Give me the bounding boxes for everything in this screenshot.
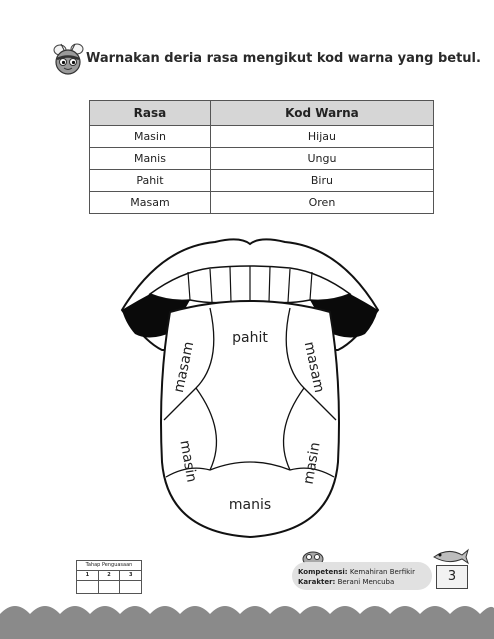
mastery-level-cell: 2 — [99, 571, 121, 580]
kompetensi-line — [298, 568, 415, 576]
taste-cell: Masin — [90, 126, 211, 148]
column-header-rasa: Rasa — [90, 101, 211, 126]
kompetensi-label: Kompetensi: — [298, 568, 348, 576]
mastery-checkbox[interactable] — [120, 581, 141, 593]
mastery-checkbox[interactable] — [77, 581, 99, 593]
bee-mascot-icon — [50, 40, 88, 78]
tongue-diagram — [110, 232, 390, 547]
table-row — [90, 126, 434, 148]
mastery-level-cell: 3 — [128, 572, 133, 578]
mastery-title: Tahap Penguasaan — [77, 561, 141, 571]
mastery-level-cell: 1 — [77, 571, 99, 580]
instruction-header — [50, 40, 481, 80]
mastery-level-box — [76, 560, 142, 594]
column-header-kod-warna: Kod Warna — [210, 101, 433, 126]
competency-badge — [292, 562, 432, 590]
fish-icon — [430, 547, 470, 565]
taste-cell: Masam — [90, 192, 211, 214]
mastery-checkbox-row — [77, 581, 141, 593]
label-lower-left-masin: masin — [176, 439, 200, 484]
table-row — [90, 170, 434, 192]
taste-cell: Manis — [90, 148, 211, 170]
karakter-label: Karakter: — [298, 578, 336, 586]
table-row — [90, 148, 434, 170]
table-row — [90, 192, 434, 214]
color-cell: Oren — [210, 192, 433, 214]
page-number: 3 — [436, 565, 468, 589]
label-upper-left-masam: masam — [170, 340, 198, 395]
mastery-levels-row — [77, 571, 141, 581]
mastery-checkbox[interactable] — [99, 581, 121, 593]
karakter-value: Berani Mencuba — [337, 578, 395, 586]
kompetensi-value: Kemahiran Berfikir — [349, 568, 415, 576]
label-lower-right-masin: masin — [300, 441, 324, 486]
label-upper-right-masam: masam — [300, 340, 328, 395]
color-cell: Hijau — [210, 126, 433, 148]
label-bottom-manis: manis — [228, 497, 272, 513]
color-cell: Biru — [210, 170, 433, 192]
color-cell: Ungu — [210, 148, 433, 170]
taste-cell: Pahit — [90, 170, 211, 192]
wave-border — [0, 594, 494, 639]
color-code-table — [89, 100, 434, 214]
instruction-text: Warnakan deria rasa mengikut kod warna yang betul. — [86, 51, 481, 66]
karakter-line — [298, 578, 394, 586]
table-header-row — [90, 101, 434, 126]
label-top-pahit: pahit — [232, 330, 268, 346]
